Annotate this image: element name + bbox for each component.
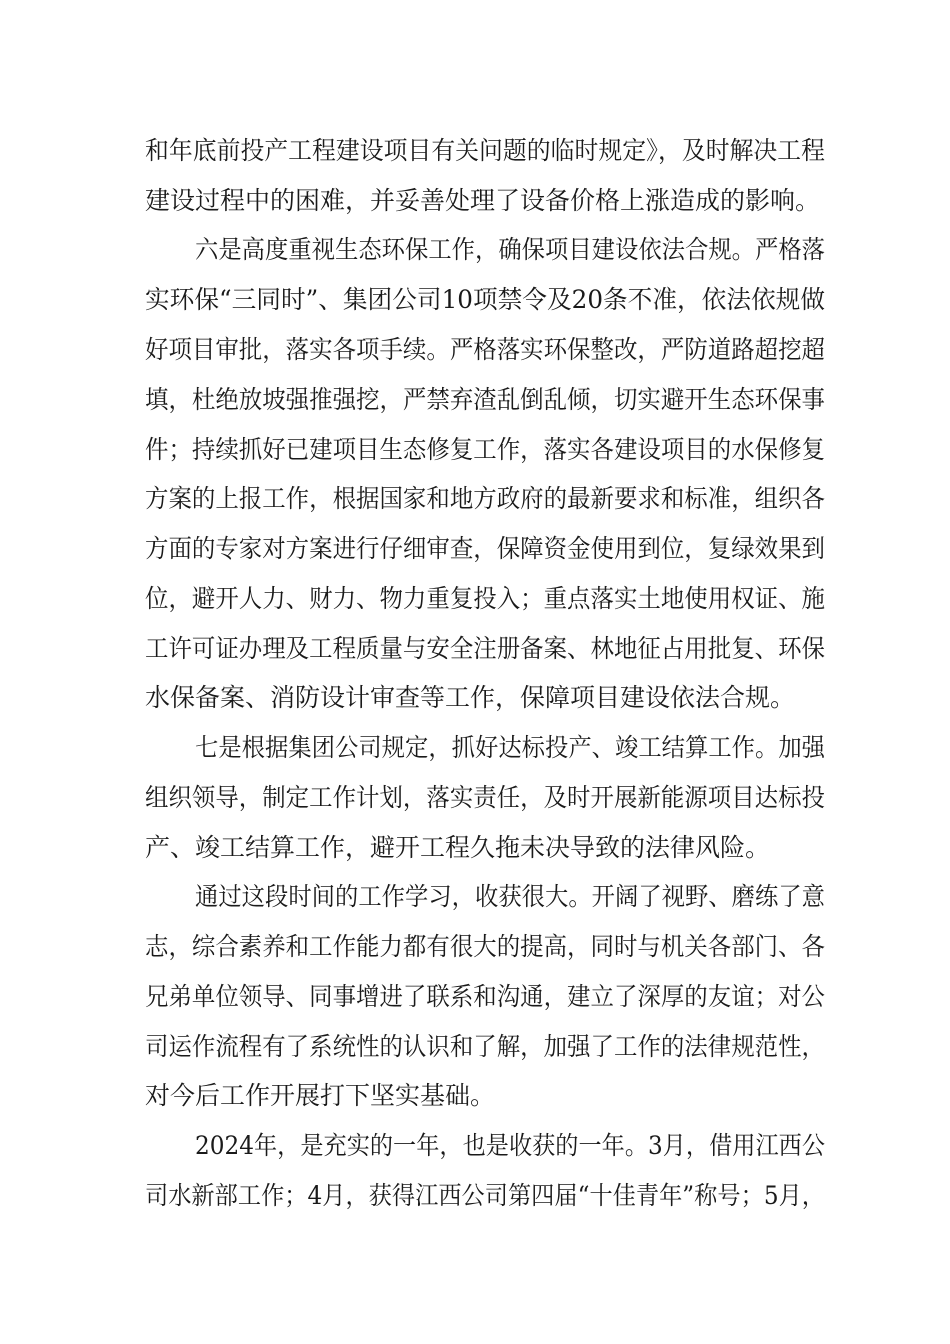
line-text: 实环保“三同时”、集团公司10项禁令及20条不准，依法依规做 bbox=[145, 285, 826, 314]
text-line bbox=[0, 778, 950, 818]
paragraph-start-line bbox=[0, 728, 950, 768]
line-text: 填，杜绝放坡强推强挖，严禁弃渣乱倒乱倾，切实避开生态环保事 bbox=[145, 385, 825, 414]
text-line bbox=[0, 529, 950, 569]
line-text: 通过这段时间的工作学习，收获很大。开阔了视野、磨练了意 bbox=[195, 882, 825, 911]
line-text: 产、竣工结算工作，避开工程久拖未决导致的法律风险。 bbox=[145, 833, 771, 862]
line-text: 工许可证办理及工程质量与安全注册备案、林地征占用批复、环保 bbox=[145, 634, 825, 663]
line-text: 水保备案、消防设计审查等工作，保障项目建设依法合规。 bbox=[145, 683, 796, 712]
line-text: 件；持续抓好已建项目生态修复工作，落实各建设项目的水保修复 bbox=[145, 435, 825, 464]
line-text: 司运作流程有了系统性的认识和了解，加强了工作的法律规范性， bbox=[145, 1032, 825, 1061]
line-text: 建设过程中的困难，并妥善处理了设备价格上涨造成的影响。 bbox=[145, 186, 821, 215]
paragraph-start-line bbox=[0, 1126, 950, 1166]
text-line bbox=[0, 579, 950, 619]
text-line bbox=[0, 629, 950, 669]
text-line bbox=[0, 1176, 950, 1216]
line-text: 2024年，是充实的一年，也是收获的一年。3月，借用江西公 bbox=[195, 1131, 825, 1160]
text-line bbox=[0, 380, 950, 420]
line-text: 七是根据集团公司规定，抓好达标投产、竣工结算工作。加强 bbox=[195, 733, 825, 762]
line-text: 兄弟单位领导、同事增进了联系和沟通，建立了深厚的友谊；对公 bbox=[145, 982, 825, 1011]
text-line bbox=[0, 330, 950, 370]
line-text: 和年底前投产工程建设项目有关问题的临时规定》，及时解决工程 bbox=[145, 136, 826, 165]
paragraph-start-line bbox=[0, 230, 950, 270]
text-line bbox=[0, 280, 950, 320]
line-text: 志，综合素养和工作能力都有很大的提高，同时与机关各部门、各 bbox=[145, 932, 825, 961]
text-line bbox=[0, 1027, 950, 1067]
text-line bbox=[0, 1076, 950, 1116]
paragraph-start-line bbox=[0, 877, 950, 917]
line-text: 好项目审批，落实各项手续。严格落实环保整改，严防道路超挖超 bbox=[145, 335, 825, 364]
text-line bbox=[0, 678, 950, 718]
line-text: 对今后工作开展打下坚实基础。 bbox=[145, 1081, 496, 1110]
text-line bbox=[0, 927, 950, 967]
line-text: 方案的上报工作，根据国家和地方政府的最新要求和标准，组织各 bbox=[145, 484, 825, 513]
text-line bbox=[0, 131, 950, 171]
line-text: 组织领导，制定工作计划，落实责任，及时开展新能源项目达标投 bbox=[145, 783, 825, 812]
line-text: 司水新部工作；4月，获得江西公司第四届“十佳青年”称号；5月， bbox=[145, 1181, 826, 1210]
line-text: 方面的专家对方案进行仔细审查，保障资金使用到位，复绿效果到 bbox=[145, 534, 825, 563]
text-line bbox=[0, 977, 950, 1017]
line-text: 六是高度重视生态环保工作，确保项目建设依法合规。严格落 bbox=[195, 235, 825, 264]
text-line bbox=[0, 479, 950, 519]
line-text: 位，避开人力、财力、物力重复投入；重点落实土地使用权证、施 bbox=[145, 584, 825, 613]
text-line bbox=[0, 430, 950, 470]
text-line bbox=[0, 181, 950, 221]
text-line bbox=[0, 828, 950, 868]
